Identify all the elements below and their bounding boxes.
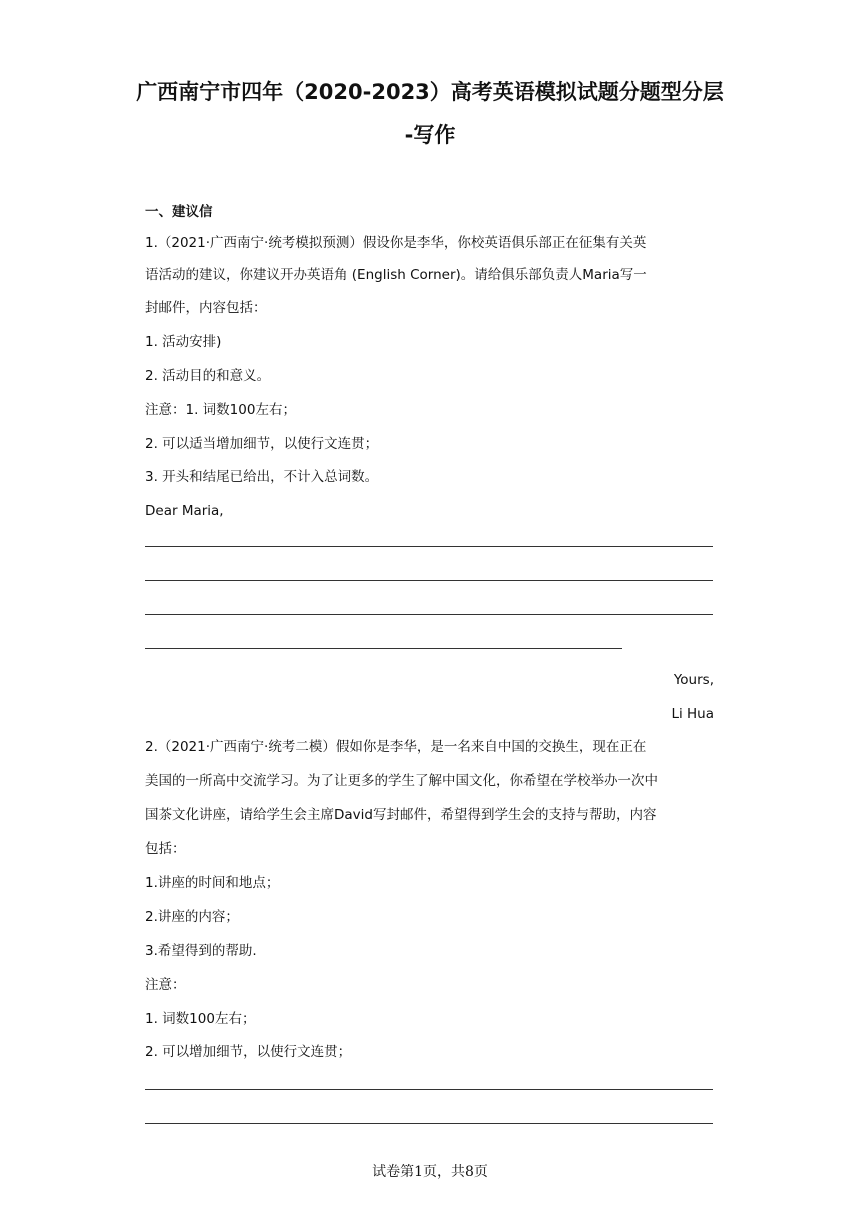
answer-line[interactable] xyxy=(145,614,713,615)
q1-note3: 3. 开头和结尾已给出，不计入总词数。 xyxy=(145,469,379,485)
q2-item1: 1.讲座的时间和地点； xyxy=(145,875,280,891)
q1-greeting: Dear Maria, xyxy=(145,503,224,519)
answer-line[interactable] xyxy=(145,580,713,581)
q1-note1: 注意：1. 词数100左右； xyxy=(145,402,296,418)
section-heading: 一、建议信 xyxy=(145,204,213,220)
q1-item2: 2. 活动目的和意义。 xyxy=(145,368,271,384)
q2-note2: 2. 可以增加细节，以使行文连贯； xyxy=(145,1044,352,1060)
q2-note1: 1. 词数100左右； xyxy=(145,1011,256,1027)
q1-prompt-line3: 封邮件，内容包括： xyxy=(145,300,267,316)
q2-note-label: 注意： xyxy=(145,977,186,993)
page-title-line1: 广西南宁市四年（2020-2023）高考英语模拟试题分题型分层 xyxy=(136,80,724,104)
q1-prompt-line2: 语活动的建议，你建议开办英语角 (English Corner)。请给俱乐部负责人Maria写一 xyxy=(145,267,647,283)
answer-line[interactable] xyxy=(145,1123,713,1124)
q2-item3: 3.希望得到的帮助. xyxy=(145,943,257,959)
q2-item2: 2.讲座的内容； xyxy=(145,909,239,925)
q2-prompt-line4: 包括： xyxy=(145,841,186,857)
q2-prompt-line2: 美国的一所高中交流学习。为了让更多的学生了解中国文化，你希望在学校举办一次中 xyxy=(145,773,658,789)
page-title-line2: -写作 xyxy=(404,123,456,147)
q2-prompt-line1: 2.（2021·广西南宁·统考二模）假如你是李华，是一名来自中国的交换生，现在正在 xyxy=(145,739,647,755)
answer-line[interactable] xyxy=(145,1089,713,1090)
q1-item1: 1. 活动安排) xyxy=(145,334,222,350)
q1-closing-name: Li Hua xyxy=(671,706,714,722)
q1-closing-yours: Yours, xyxy=(673,672,714,688)
q1-note2: 2. 可以适当增加细节，以使行文连贯； xyxy=(145,436,379,452)
q2-prompt-line3: 国茶文化讲座，请给学生会主席David写封邮件，希望得到学生会的支持与帮助，内容 xyxy=(145,807,657,823)
answer-line[interactable] xyxy=(145,546,713,547)
page-footer: 试卷第1页，共8页 xyxy=(372,1164,488,1180)
q1-prompt-line1: 1.（2021·广西南宁·统考模拟预测）假设你是李华，你校英语俱乐部正在征集有关英 xyxy=(145,235,647,251)
answer-line[interactable] xyxy=(145,648,622,649)
